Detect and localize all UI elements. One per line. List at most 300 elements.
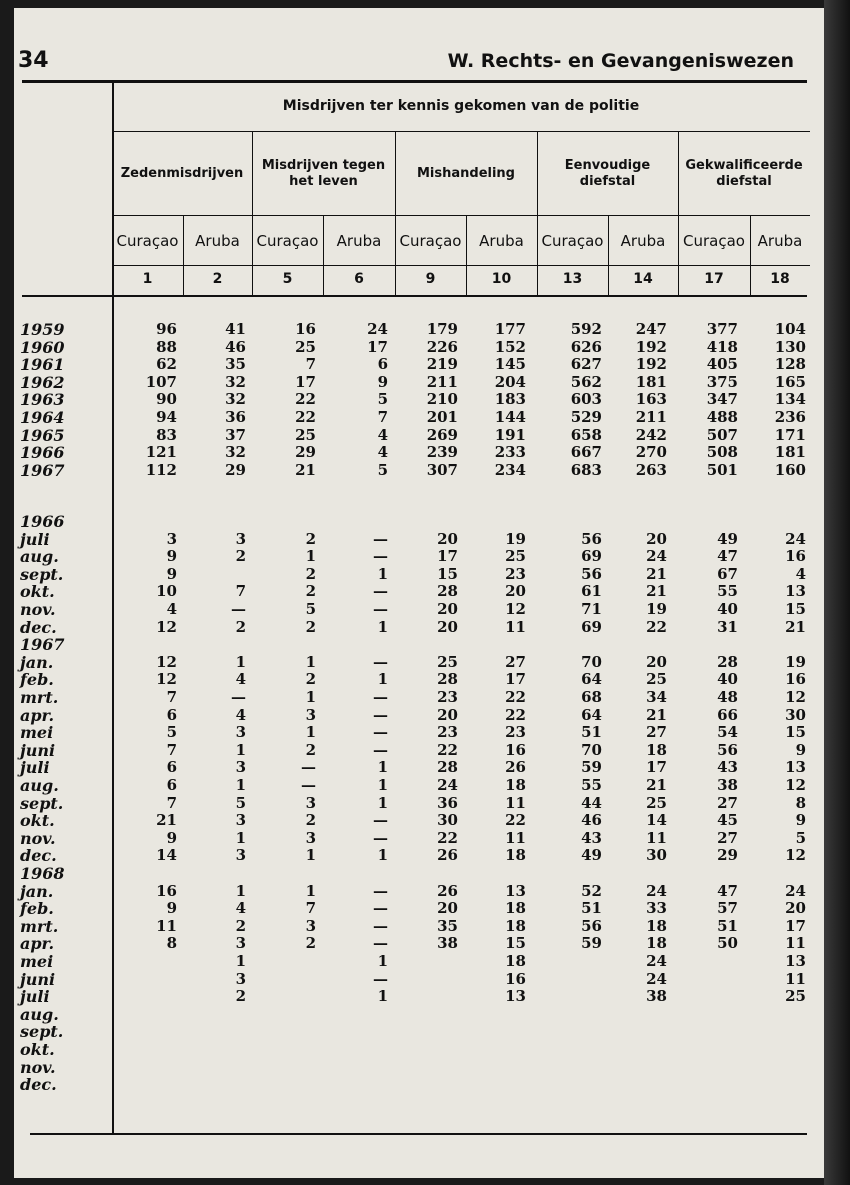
table-cell: — [373, 582, 388, 601]
table-cell: 38 [646, 987, 667, 1006]
table-cell: 30 [785, 705, 806, 724]
page-edge [824, 0, 850, 1185]
table-cell: 4 [795, 564, 806, 583]
row-label: juli [20, 758, 50, 778]
table-cell: 7 [305, 355, 316, 374]
column-number: 1 [142, 271, 153, 288]
table-cell: 37 [225, 425, 246, 444]
table-cell: 6 [166, 705, 177, 724]
table-cell: 1 [235, 952, 246, 970]
table-cell: 12 [156, 617, 177, 636]
table-cell: 14 [646, 811, 667, 830]
row-label: feb. [20, 899, 54, 919]
row-label: 1966 [20, 443, 65, 463]
table-cell: 234 [494, 460, 526, 479]
table-cell: 13 [505, 881, 526, 900]
table-cell: 17 [437, 547, 458, 566]
table-cell: 9 [795, 811, 806, 830]
table-cell: 181 [635, 372, 667, 391]
row-label: 1968 [20, 864, 65, 883]
table-cell: — [373, 688, 388, 706]
table-cell: 23 [437, 688, 458, 706]
table-cell: 8 [795, 793, 806, 812]
table-cell: 27 [646, 723, 667, 742]
table-cell: 33 [646, 899, 667, 918]
table-cell: 16 [505, 969, 526, 988]
column-sublabel: Aruba [479, 231, 524, 250]
table-cell: 52 [581, 881, 602, 900]
table-cell: 418 [706, 337, 738, 356]
table-cell: 4 [166, 600, 177, 618]
table-cell: 16 [505, 740, 526, 759]
table-cell: 163 [635, 390, 667, 409]
table-cell: 26 [437, 881, 458, 900]
table-cell: 1 [377, 670, 388, 689]
header-top-rule [22, 80, 807, 83]
table-cell: 18 [505, 776, 526, 794]
table-cell: 3 [166, 529, 177, 548]
table-cell: — [231, 688, 246, 706]
table-cell: 239 [426, 443, 458, 462]
table-cell: — [373, 881, 388, 900]
table-cell: 22 [505, 705, 526, 724]
table-cell: 7 [377, 408, 388, 426]
table-cell: 66 [717, 705, 738, 724]
table-cell: 210 [426, 390, 458, 409]
table-cell: 18 [646, 916, 667, 935]
table-cell: 1 [235, 652, 246, 671]
table-cell: 211 [635, 408, 667, 426]
row-label: 1967 [20, 460, 65, 480]
table-cell: 22 [505, 811, 526, 830]
table-cell: 64 [581, 670, 602, 689]
table-cell: 9 [166, 828, 177, 847]
table-cell: 56 [581, 916, 602, 935]
table-cell: 43 [717, 758, 738, 777]
column-number: 6 [354, 271, 364, 288]
table-cell: 21 [646, 705, 667, 724]
table-cell: 18 [505, 846, 526, 865]
table-cell: 2 [235, 916, 246, 935]
table-cell: 23 [437, 723, 458, 742]
table-cell: 20 [505, 582, 526, 601]
table-cell: 1 [305, 723, 316, 742]
table-cell: 24 [646, 881, 667, 900]
row-label: juli [20, 987, 50, 1007]
table-cell: 181 [774, 443, 806, 462]
table-cell: 242 [635, 425, 667, 444]
table-cell: 40 [717, 670, 738, 689]
table-cell: 1 [377, 617, 388, 636]
table-cell: 7 [305, 899, 316, 918]
table-cell: 16 [785, 670, 806, 689]
column-sublabel: Aruba [757, 231, 803, 250]
column-number: 17 [704, 271, 724, 288]
table-cell: — [373, 828, 388, 847]
table-cell: 15 [437, 564, 458, 583]
table-cell: 17 [295, 372, 316, 391]
table-cell: 88 [156, 337, 177, 356]
table-cell: 69 [581, 547, 602, 566]
table-cell: 11 [785, 934, 806, 953]
table-cell: 35 [437, 916, 458, 935]
table-cell: — [373, 705, 388, 724]
table-cell: 2 [305, 670, 316, 689]
table-cell: 94 [156, 408, 177, 426]
table-cell: 1 [305, 547, 316, 566]
table-cell: 24 [437, 776, 458, 794]
table-cell: 13 [505, 987, 526, 1006]
table-cell: 30 [646, 846, 667, 865]
table-cell: 22 [437, 828, 458, 847]
table-cell: 56 [717, 740, 738, 759]
table-cell: 96 [156, 320, 177, 338]
table-cell: 1 [377, 758, 388, 777]
table-cell: 160 [774, 460, 806, 479]
row-label: dec. [20, 617, 57, 637]
table-cell: 347 [706, 390, 738, 409]
table-cell: 51 [581, 899, 602, 918]
table-cell: 70 [581, 652, 602, 671]
row-label: aug. [20, 1004, 59, 1024]
row-label: juni [20, 740, 56, 760]
table-cell: 64 [581, 705, 602, 724]
row-label: nov. [20, 1057, 56, 1077]
table-cell: 59 [581, 758, 602, 777]
title-bottom-rule [112, 131, 810, 132]
table-cell: 61 [581, 582, 602, 601]
table-cell: 1 [377, 793, 388, 812]
section-title: W. Rechts- en Gevangeniswezen [447, 50, 794, 72]
table-cell: 5 [795, 828, 806, 847]
table-cell: 5 [377, 460, 388, 479]
table-cell: 9 [166, 899, 177, 918]
table-cell: 192 [635, 337, 667, 356]
table-cell: 31 [717, 617, 738, 636]
table-cell: 263 [635, 460, 667, 479]
table-cell: — [301, 758, 316, 777]
table-cell: 14 [156, 846, 177, 865]
table-cell: 6 [377, 355, 388, 374]
table-cell: 22 [437, 740, 458, 759]
table-cell: 20 [437, 899, 458, 918]
table-cell: 51 [581, 723, 602, 742]
table-cell: 112 [145, 460, 177, 479]
table-cell: 4 [235, 899, 246, 918]
table-cell: 28 [717, 652, 738, 671]
table-cell: 3 [235, 758, 246, 777]
column-sublabel: Aruba [336, 231, 382, 250]
table-cell: 15 [785, 723, 806, 742]
row-label: dec. [20, 846, 57, 866]
table-cell: 34 [646, 688, 667, 706]
column-number: 9 [425, 271, 436, 288]
table-cell: 9 [795, 740, 806, 759]
table-cell: 71 [581, 600, 602, 618]
table-main-title: Misdrijven ter kennis gekomen van de politie [282, 98, 640, 115]
table-cell: 20 [646, 652, 667, 671]
column-number: 13 [562, 271, 583, 288]
table-cell: 17 [785, 916, 806, 935]
column-number: 14 [633, 271, 653, 288]
table-cell: 22 [646, 617, 667, 636]
table-cell: 667 [570, 443, 602, 462]
table-cell: 11 [156, 916, 177, 935]
table-cell: — [373, 547, 388, 566]
table-cell: 7 [235, 582, 246, 601]
table-cell: 29 [717, 846, 738, 865]
row-label: apr. [20, 934, 55, 954]
table-cell: 3 [305, 828, 316, 847]
table-cell: 55 [581, 776, 602, 794]
group-header: Eenvoudige diefstal [564, 157, 651, 189]
table-cell: 49 [581, 846, 602, 865]
table-cell: 41 [225, 320, 246, 338]
row-label: mei [20, 723, 54, 743]
row-label: 1964 [20, 408, 65, 427]
row-label: juni [20, 969, 56, 989]
table-cell: 20 [437, 529, 458, 548]
table-cell: 20 [646, 529, 667, 548]
table-cell: 20 [437, 600, 458, 618]
table-cell: 24 [646, 547, 667, 566]
table-cell: 192 [635, 355, 667, 374]
table-cell: 24 [367, 320, 388, 338]
table-cell: 21 [156, 811, 177, 830]
row-label: aug. [20, 547, 59, 567]
table-cell: 121 [145, 443, 177, 462]
table-cell: 46 [225, 337, 246, 356]
column-sublabel: Curaçao [256, 231, 319, 250]
table-cell: 3 [235, 934, 246, 953]
table-cell: 1 [235, 881, 246, 900]
table-cell: 18 [505, 916, 526, 935]
table-cell: 24 [785, 881, 806, 900]
table-cell: 627 [570, 355, 602, 374]
table-cell: 32 [225, 372, 246, 391]
row-label: sept. [20, 564, 64, 584]
table-cell: 501 [706, 460, 738, 479]
table-cell: 7 [166, 740, 177, 759]
table-cell: 38 [717, 776, 738, 794]
table-cell: 48 [717, 688, 738, 706]
table-cell: 1 [377, 987, 388, 1006]
table-cell: 22 [295, 408, 316, 426]
table-cell: 18 [646, 740, 667, 759]
table-cell: 13 [785, 582, 806, 601]
table-cell: 375 [706, 372, 738, 391]
column-number: 10 [491, 271, 512, 288]
column-sublabel: Curaçao [683, 231, 745, 250]
table-cell: 9 [166, 547, 177, 566]
table-cell: 24 [785, 529, 806, 548]
table-cell: — [373, 652, 388, 671]
row-label: apr. [20, 705, 55, 725]
table-cell: 11 [785, 969, 806, 988]
table-cell: 1 [377, 846, 388, 865]
table-cell: — [373, 899, 388, 918]
page-number: 34 [18, 48, 49, 73]
table-cell: — [231, 600, 246, 618]
table-cell: 44 [581, 793, 602, 812]
table-cell: 21 [646, 776, 667, 794]
table-cell: 11 [505, 793, 526, 812]
table-cell: — [373, 811, 388, 830]
table-cell: 211 [426, 372, 458, 391]
table-cell: 35 [225, 355, 246, 374]
table-cell: 25 [785, 987, 806, 1006]
row-label: nov. [20, 828, 56, 848]
column-sublabel: Aruba [195, 231, 240, 250]
table-cell: 16 [156, 881, 177, 900]
table-cell: 43 [581, 828, 602, 847]
column-number: 18 [770, 271, 790, 288]
table-cell: 201 [426, 408, 458, 426]
table-cell: 2 [305, 934, 316, 953]
table-cell: 17 [367, 337, 388, 356]
row-label: sept. [20, 793, 64, 813]
table-cell: 24 [646, 952, 667, 970]
table-cell: 24 [646, 969, 667, 988]
table-cell: 204 [494, 372, 526, 391]
table-cell: — [373, 934, 388, 953]
table-cell: 11 [646, 828, 667, 847]
table-cell: 377 [706, 320, 738, 338]
table-cell: 22 [295, 390, 316, 409]
table-cell: 59 [581, 934, 602, 953]
table-cell: 56 [581, 529, 602, 548]
table-cell: 2 [235, 547, 246, 566]
table-cell: 270 [635, 443, 667, 462]
table-cell: 3 [305, 793, 316, 812]
table-cell: 508 [706, 443, 738, 462]
table-cell: 6 [166, 776, 177, 794]
row-label: 1967 [20, 635, 65, 655]
table-bottom-rule [30, 1133, 807, 1135]
table-cell: 19 [785, 652, 806, 671]
row-label: 1960 [20, 337, 65, 357]
table-cell: 177 [494, 320, 526, 338]
table-cell: 16 [295, 320, 316, 338]
row-label: jan. [20, 652, 54, 672]
table-cell: 54 [717, 723, 738, 742]
table-cell: 15 [505, 934, 526, 953]
table-cell: — [373, 969, 388, 988]
row-label: 1959 [20, 320, 65, 339]
table-cell: 2 [305, 811, 316, 830]
group-header: Misdrijven tegen het leven [261, 157, 386, 189]
table-cell: 27 [505, 652, 526, 671]
table-cell: 21 [646, 582, 667, 601]
table-cell: 25 [505, 547, 526, 566]
table-cell: 683 [570, 460, 602, 479]
table-cell: 179 [426, 320, 458, 338]
table-cell: 12 [785, 688, 806, 706]
table-cell: — [373, 600, 388, 618]
row-label: jan. [20, 881, 54, 901]
table-cell: 8 [166, 934, 177, 953]
row-label: 1962 [20, 372, 65, 392]
table-cell: 17 [646, 758, 667, 777]
table-cell: 226 [426, 337, 458, 356]
table-cell: 4 [235, 705, 246, 724]
column-sublabel: Aruba [620, 231, 666, 250]
table-cell: 25 [295, 425, 316, 444]
column-sublabel: Curaçao [541, 231, 604, 250]
row-label: okt. [20, 811, 55, 831]
table-cell: 134 [774, 390, 806, 409]
table-cell: 15 [785, 600, 806, 618]
table-cell: 507 [706, 425, 738, 444]
row-label: dec. [20, 1075, 57, 1095]
table-cell: 658 [570, 425, 602, 444]
table-cell: 51 [717, 916, 738, 935]
header-bottom-rule [22, 295, 807, 297]
table-cell: 1 [305, 688, 316, 706]
row-label: okt. [20, 582, 55, 602]
table-cell: 405 [706, 355, 738, 374]
table-cell: 26 [437, 846, 458, 865]
table-cell: 233 [494, 443, 526, 462]
table-cell: 1 [235, 828, 246, 847]
table-cell: 3 [305, 916, 316, 935]
table-cell: 55 [717, 582, 738, 601]
table-cell: 70 [581, 740, 602, 759]
table-cell: 2 [235, 987, 246, 1006]
table-cell: 11 [505, 828, 526, 847]
table-cell: 4 [377, 425, 388, 444]
table-cell: 104 [774, 320, 806, 338]
table-cell: 47 [717, 881, 738, 900]
table-cell: 12 [505, 600, 526, 618]
table-cell: 83 [156, 425, 177, 444]
table-cell: 40 [717, 600, 738, 618]
table-cell: 1 [305, 652, 316, 671]
table-cell: 145 [494, 355, 526, 374]
row-label: aug. [20, 776, 59, 795]
table-cell: 32 [225, 443, 246, 462]
table-cell: 5 [166, 723, 177, 742]
table-cell: 29 [225, 460, 246, 479]
table-cell: 10 [156, 582, 177, 601]
table-cell: 269 [426, 425, 458, 444]
table-cell: 9 [377, 372, 388, 391]
table-cell: 45 [717, 811, 738, 830]
table-cell: 32 [225, 390, 246, 409]
table-cell: 62 [156, 355, 177, 374]
table-cell: 11 [505, 617, 526, 636]
table-cell: 144 [494, 408, 526, 426]
table-cell: 20 [437, 705, 458, 724]
table-cell: — [373, 740, 388, 759]
row-label: 1963 [20, 390, 65, 410]
row-label: mei [20, 952, 54, 971]
row-label: feb. [20, 670, 54, 690]
table-cell: 2 [305, 564, 316, 583]
table-cell: 13 [785, 952, 806, 970]
table-cell: 38 [437, 934, 458, 953]
table-cell: 27 [717, 793, 738, 812]
sublabel-bottom-rule [112, 265, 810, 266]
table-cell: 56 [581, 564, 602, 583]
page-header [18, 48, 798, 78]
table-cell: 22 [505, 688, 526, 706]
table-cell: — [373, 529, 388, 548]
table-cell: 3 [235, 811, 246, 830]
table-cell: 36 [225, 408, 246, 426]
table-cell: 9 [166, 564, 177, 583]
table-cell: 25 [646, 670, 667, 689]
